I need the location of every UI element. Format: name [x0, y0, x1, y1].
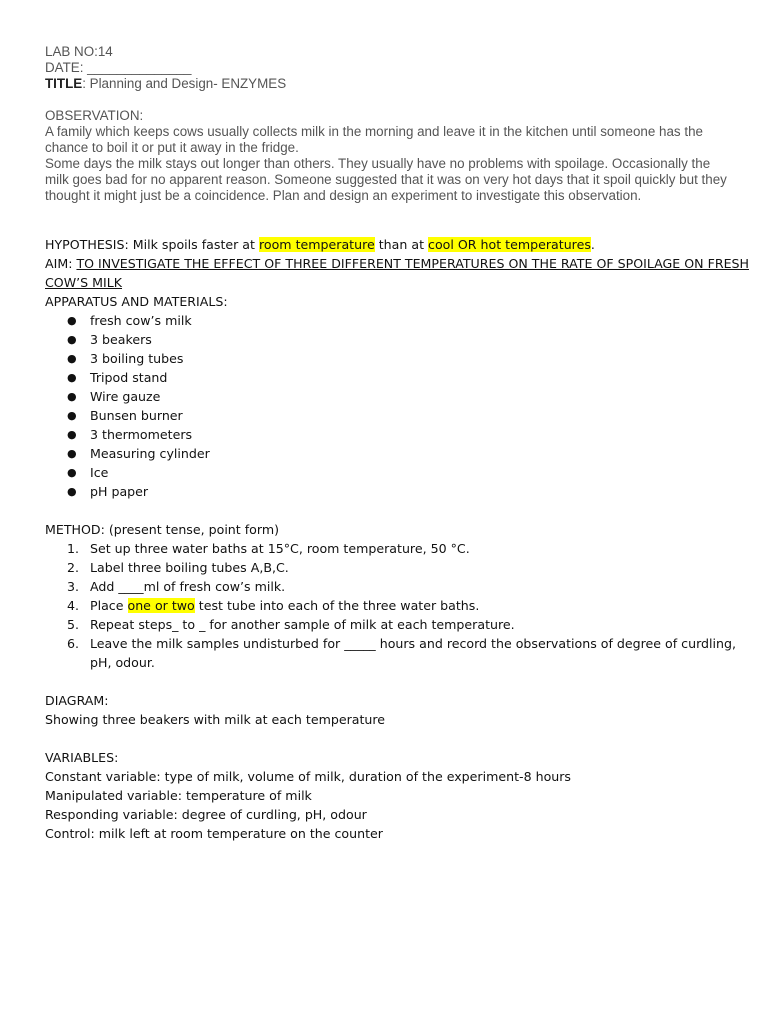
aim-text: TO INVESTIGATE THE EFFECT OF THREE DIFFERENT TEMPERATURES ON THE RATE OF SPOILAGE ON FRESH: [76, 256, 749, 271]
list-item: [45, 482, 725, 501]
step-number: 1.: [67, 541, 80, 556]
apparatus-list: [45, 311, 725, 501]
step-number: 5.: [67, 617, 80, 632]
document-page: [45, 44, 749, 843]
step-number: 6.: [67, 636, 80, 651]
hypothesis-aim-section: [45, 235, 749, 843]
list-item-label: 3 thermometers: [90, 427, 193, 442]
diagram-text: Showing three beakers with milk at each temperature: [45, 712, 386, 727]
list-item: [45, 349, 725, 368]
bullet-icon: ●: [67, 371, 77, 384]
list-item-label: pH paper: [90, 484, 149, 499]
hypothesis-text: .: [590, 237, 595, 252]
bullet-icon: ●: [67, 390, 77, 403]
step-number: 4.: [67, 598, 80, 613]
method-step: [45, 615, 725, 634]
highlight-one-or-two: one or two: [127, 598, 195, 613]
step-text: pH, odour.: [90, 655, 155, 670]
list-item-label: Tripod stand: [90, 370, 168, 385]
bullet-icon: ●: [67, 466, 77, 479]
method-step: [45, 596, 725, 615]
list-item-label: Measuring cylinder: [90, 446, 210, 461]
title-label: TITLE: [45, 76, 83, 91]
title-line: [45, 76, 725, 92]
method-heading: METHOD: (present tense, point form): [45, 522, 280, 537]
apparatus-heading: APPARATUS AND MATERIALS:: [45, 294, 228, 309]
aim-line-2: [45, 273, 725, 292]
list-item: [45, 406, 725, 425]
lab-number: LAB NO:14: [45, 44, 113, 59]
variable-line: Manipulated variable: temperature of milk: [45, 788, 312, 803]
observation-line: milk goes bad for no apparent reason. Someone suggested that it was on very hot days that it spoil quickly but they: [45, 172, 727, 187]
bullet-icon: ●: [67, 314, 77, 327]
list-item: [45, 330, 725, 349]
title-value: : Planning and Design- ENZYMES: [82, 76, 287, 91]
header-section: [45, 44, 725, 92]
list-item: [45, 463, 725, 482]
method-list: [45, 539, 737, 672]
list-item-label: fresh cow’s milk: [90, 313, 192, 328]
diagram-heading: DIAGRAM:: [45, 693, 109, 708]
step-text: Leave the milk samples undisturbed for _____ hours and record the observations of degree of curdling,: [90, 636, 737, 651]
list-item: [45, 444, 725, 463]
step-text: Set up three water baths at 15°C, room temperature, 50 °C.: [90, 541, 470, 556]
method-step: [45, 558, 725, 577]
step-text: Label three boiling tubes A,B,C.: [90, 560, 289, 575]
variable-line: Responding variable: degree of curdling, pH, odour: [45, 807, 367, 822]
observation-heading: OBSERVATION:: [45, 108, 144, 123]
list-item: [45, 368, 725, 387]
list-item: [45, 311, 725, 330]
date-line: DATE: ______________: [45, 60, 192, 75]
step-text: Add ____ml of fresh cow’s milk.: [90, 579, 286, 594]
hypothesis-text: Milk spoils faster at: [132, 237, 259, 252]
hypothesis-text: than at: [374, 237, 429, 252]
step-text: Place: [90, 598, 128, 613]
method-step: [45, 634, 737, 672]
list-item-label: Wire gauze: [90, 389, 161, 404]
aim-line: [45, 254, 749, 273]
step-number: 2.: [67, 560, 80, 575]
observation-line: thought it might just be a coincidence. Plan and design an experiment to investigate this observation.: [45, 188, 642, 203]
bullet-icon: ●: [67, 447, 77, 460]
list-item: [45, 425, 725, 444]
list-item: [45, 387, 725, 406]
observation-section: [45, 108, 725, 204]
variables-heading: VARIABLES:: [45, 750, 119, 765]
step-text: test tube into each of the three water baths.: [194, 598, 480, 613]
observation-line: Some days the milk stays out longer than others. They usually have no problems with spoilage. Occasionally the: [45, 156, 711, 171]
list-item-label: Ice: [90, 465, 109, 480]
hypothesis-line: [45, 235, 725, 254]
highlight-room-temperature: room temperature: [258, 237, 375, 252]
highlight-cool-hot: cool OR hot temperatures: [428, 237, 591, 252]
list-item-label: 3 beakers: [90, 332, 152, 347]
bullet-icon: ●: [67, 428, 77, 441]
step-text: Repeat steps_ to _ for another sample of milk at each temperature.: [90, 617, 515, 632]
observation-line: chance to boil it or put it away in the fridge.: [45, 140, 299, 155]
observation-line: A family which keeps cows usually collects milk in the morning and leave it in the kitchen until someone has the: [45, 124, 703, 139]
bullet-icon: ●: [67, 409, 77, 422]
aim-text: COW’S MILK: [45, 275, 123, 290]
list-item-label: Bunsen burner: [90, 408, 183, 423]
method-step: [45, 577, 725, 596]
step-number: 3.: [67, 579, 80, 594]
variable-line: Control: milk left at room temperature on the counter: [45, 826, 383, 841]
hypothesis-label: HYPOTHESIS:: [45, 237, 133, 252]
variable-line: Constant variable: type of milk, volume of milk, duration of the experiment-8 hours: [45, 769, 571, 784]
bullet-icon: ●: [67, 333, 77, 346]
aim-label: AIM:: [45, 256, 77, 271]
list-item-label: 3 boiling tubes: [90, 351, 184, 366]
bullet-icon: ●: [67, 485, 77, 498]
method-step: [45, 539, 725, 558]
bullet-icon: ●: [67, 352, 77, 365]
